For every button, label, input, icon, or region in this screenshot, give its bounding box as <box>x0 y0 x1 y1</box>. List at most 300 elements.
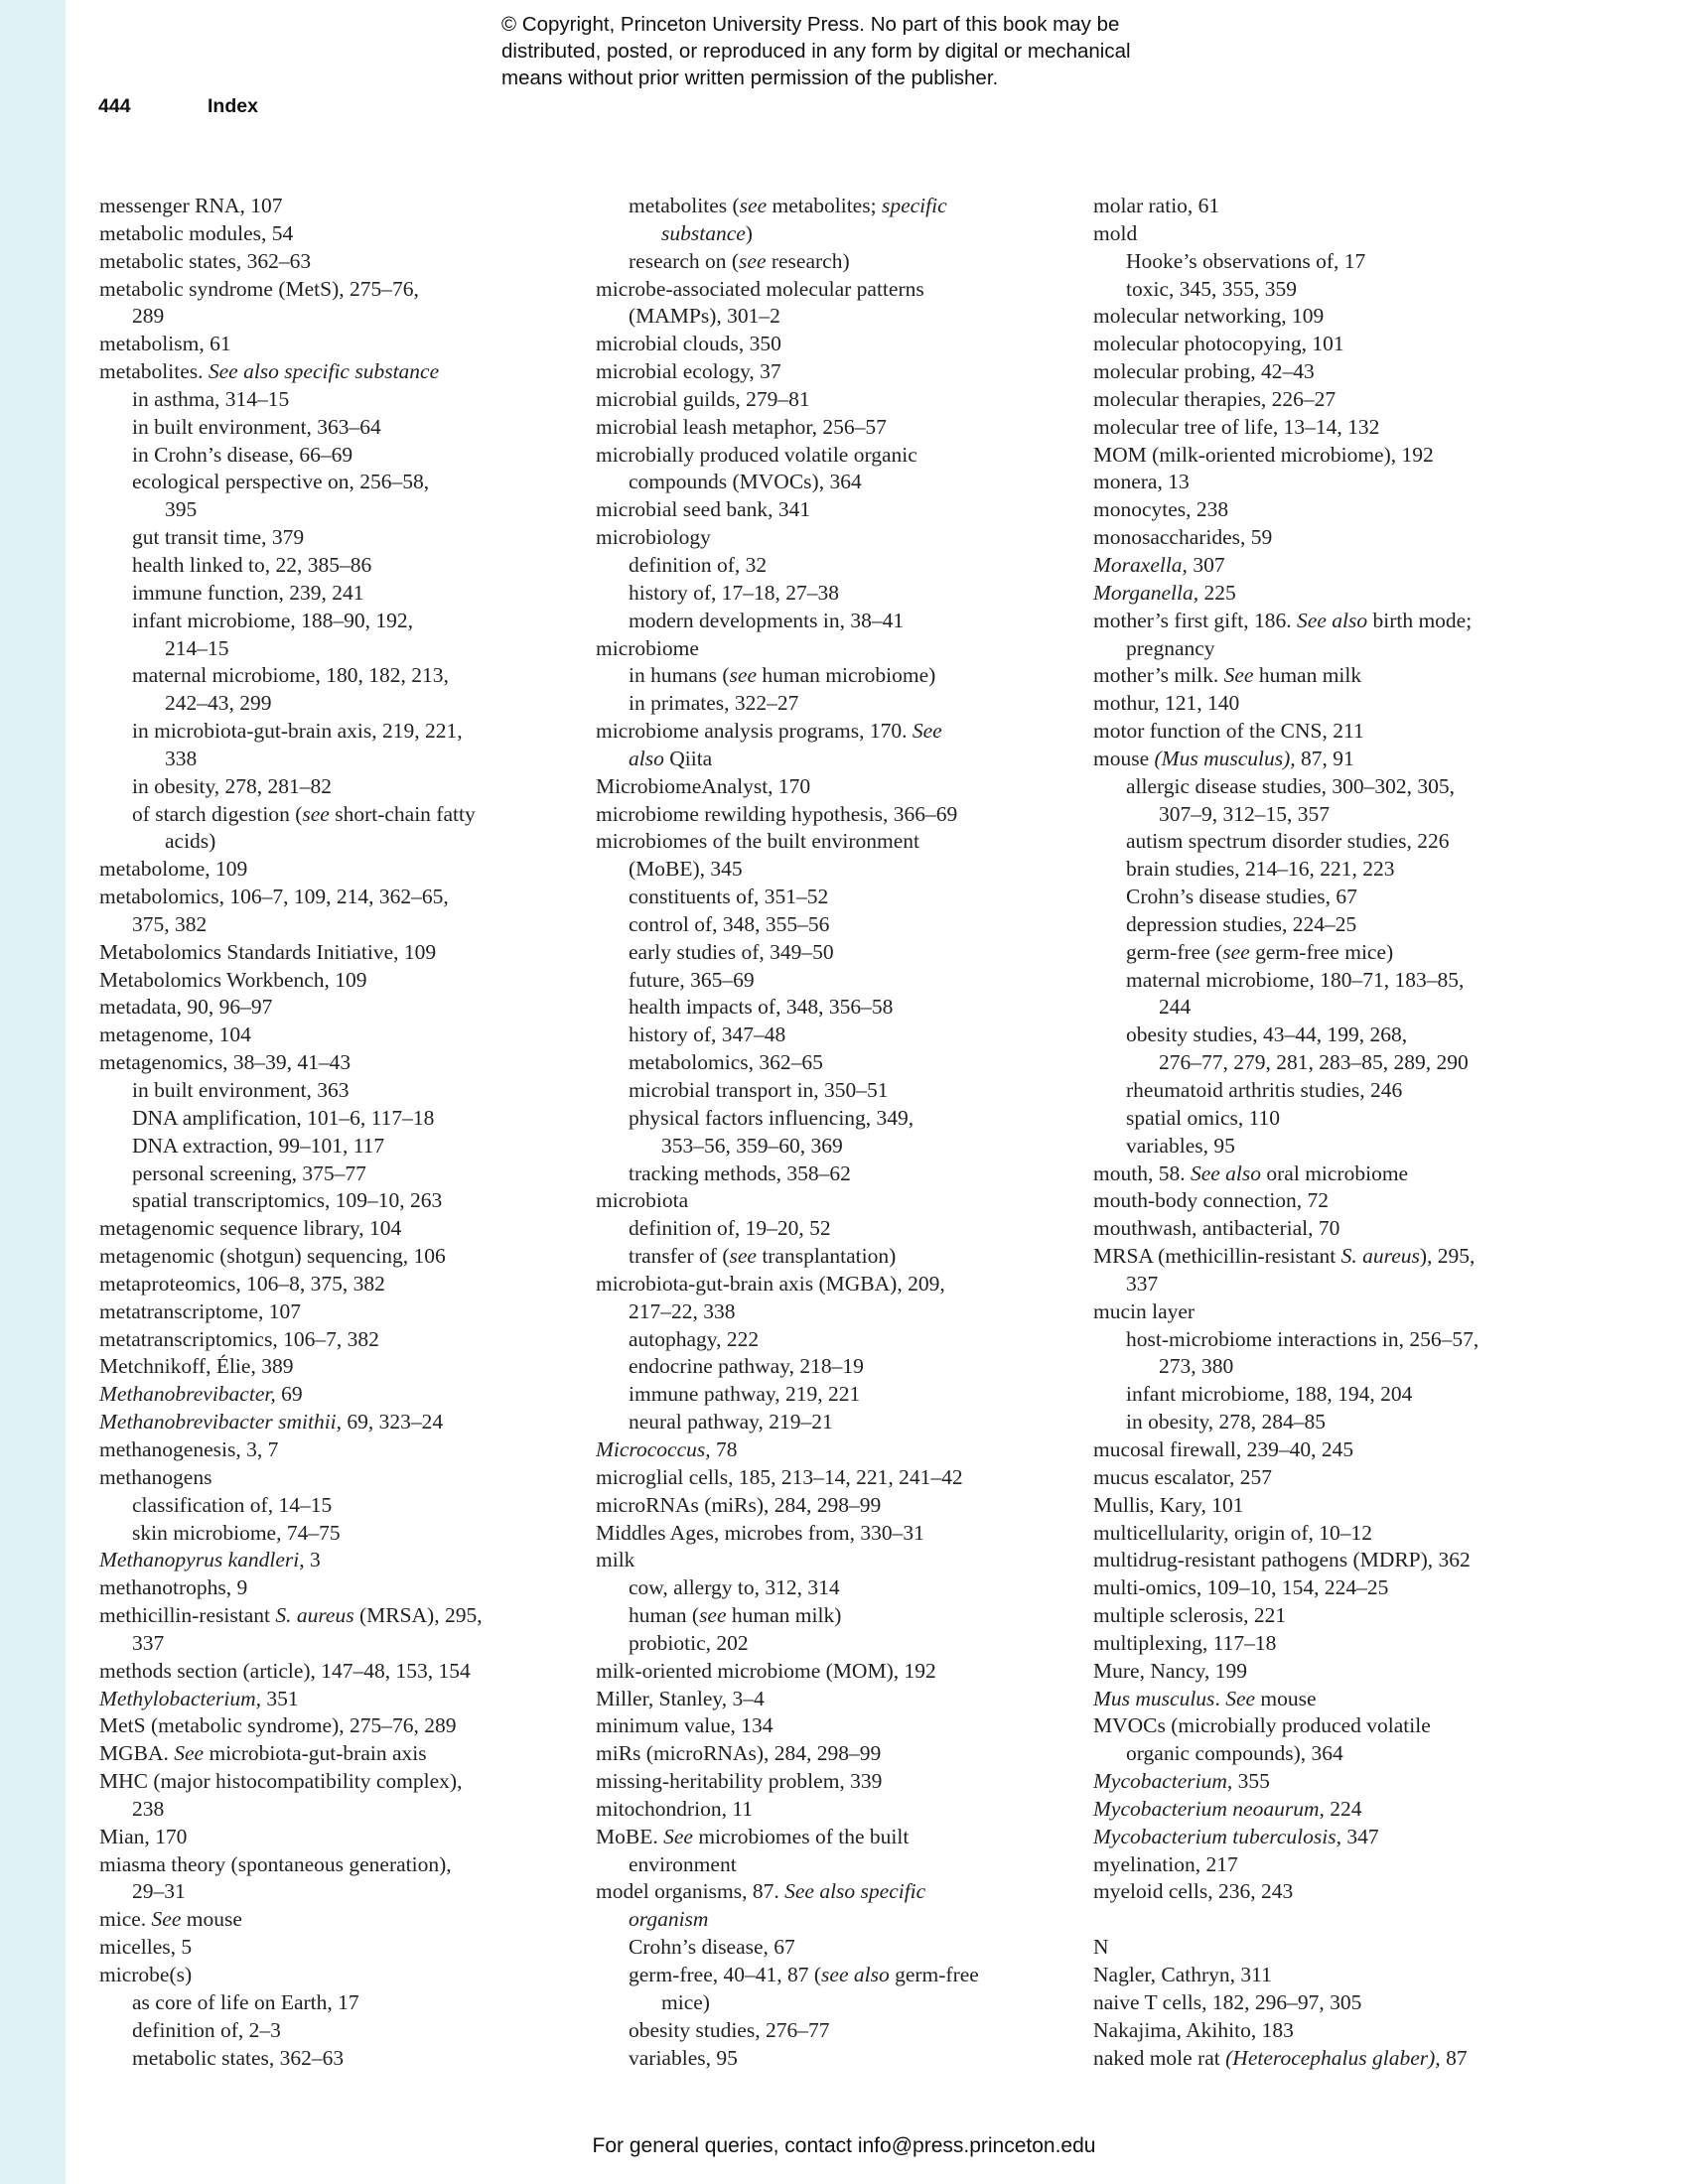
index-entry <box>596 1464 1033 1492</box>
index-entry-line: Nagler, Cathryn, 311 <box>1093 1963 1272 1986</box>
index-entry <box>99 967 566 995</box>
index-entry-line: minimum value, 134 <box>596 1713 774 1738</box>
index-entry-continuation: 238 <box>132 1796 165 1821</box>
index-entry <box>1093 2045 1560 2073</box>
index-entry-line: multiple sclerosis, 221 <box>1093 1603 1287 1628</box>
index-entry-continuation: 217–22, 338 <box>629 1298 736 1323</box>
index-entry-line: health linked to, 22, 385–86 <box>132 552 372 577</box>
index-entry-line: Metchnikoff, Élie, 389 <box>99 1354 294 1379</box>
index-subentry <box>1093 967 1560 1023</box>
index-entry-line: methanogens <box>99 1464 212 1489</box>
index-entry-line: variables, 95 <box>1126 1133 1235 1158</box>
index-entry <box>99 1436 566 1464</box>
index-entry-line: ecological perspective on, 256–58, <box>132 470 430 494</box>
index-entry-line: infant microbiome, 188, 194, 204 <box>1126 1382 1413 1407</box>
index-entry-line: metabolomics, 106–7, 109, 214, 362–65, <box>99 885 449 909</box>
index-subentry <box>596 1160 1033 1188</box>
index-subentry <box>596 1215 1033 1243</box>
index-entry-continuation: 273, 380 <box>1159 1354 1234 1379</box>
index-entry-line: microbial transport in, 350–51 <box>629 1078 889 1102</box>
index-entry-line: microbiota-gut-brain axis (MGBA), 209, <box>596 1271 945 1296</box>
index-entry-line: mucosal firewall, 239–40, 245 <box>1093 1436 1354 1461</box>
index-entry-line: Hooke’s observations of, 17 <box>1126 248 1366 273</box>
index-entry-line: microbial seed bank, 341 <box>596 497 811 522</box>
index-entry <box>1093 1989 1560 2017</box>
index-entry <box>1093 662 1560 690</box>
index-entry <box>1093 718 1560 746</box>
index-entry-line: naive T cells, 182, 296–97, 305 <box>1093 1989 1362 2014</box>
index-entry-line: depression studies, 224–25 <box>1126 911 1357 936</box>
index-entry-line: methods section (article), 147–48, 153, 154 <box>99 1658 471 1683</box>
index-subentry <box>1093 276 1560 304</box>
index-entry <box>1093 193 1560 220</box>
index-entry <box>99 1906 566 1934</box>
index-column-1 <box>99 193 566 2072</box>
index-entry-line: metadata, 90, 96–97 <box>99 995 273 1020</box>
index-subentry <box>99 1160 566 1188</box>
index-subentry <box>1093 248 1560 276</box>
index-entry <box>1093 386 1560 414</box>
index-entry-line: multiplexing, 117–18 <box>1093 1630 1277 1655</box>
index-section-gap <box>1093 1906 1560 1934</box>
index-entry-line: Micrococcus, 78 <box>596 1436 738 1461</box>
index-entry-line: personal screening, 375–77 <box>132 1160 366 1185</box>
index-subentry <box>596 193 1033 248</box>
index-subentry <box>1093 911 1560 939</box>
index-entry <box>596 718 1033 773</box>
index-entry-line: of starch digestion (see short-chain fatty <box>132 801 476 826</box>
index-entry <box>99 1712 566 1740</box>
index-subentry <box>99 469 566 524</box>
index-entry-line: in obesity, 278, 284–85 <box>1126 1410 1327 1434</box>
index-entry-line: in Crohn’s disease, 66–69 <box>132 442 353 467</box>
index-entry-line: Mycobacterium, 355 <box>1093 1769 1270 1794</box>
index-entry-line: definition of, 2–3 <box>132 2017 281 2042</box>
index-entry-line: host-microbiome interactions in, 256–57, <box>1126 1326 1479 1351</box>
index-entry <box>596 1796 1033 1824</box>
index-entry-line: variables, 95 <box>629 2045 738 2070</box>
index-entry-line: Methanopyrus kandleri, 3 <box>99 1548 321 1572</box>
index-entry <box>1093 1686 1560 1713</box>
index-subentry <box>596 994 1033 1022</box>
index-entry <box>99 1658 566 1686</box>
index-entry-line: metaproteomics, 106–8, 375, 382 <box>99 1271 385 1296</box>
index-subentry <box>99 414 566 442</box>
index-entry-line: in asthma, 314–15 <box>132 386 290 411</box>
index-entry <box>99 1934 566 1962</box>
index-entry-line: control of, 348, 355–56 <box>629 911 830 936</box>
index-subentry <box>1093 1326 1560 1382</box>
index-entry-line: MOM (milk-oriented microbiome), 192 <box>1093 442 1434 467</box>
index-entry-line: obesity studies, 276–77 <box>629 2017 830 2042</box>
index-subentry <box>99 580 566 608</box>
index-entry <box>1093 2017 1560 2045</box>
index-entry-line: microbial clouds, 350 <box>596 332 781 356</box>
index-entry-line: DNA amplification, 101–6, 117–18 <box>132 1105 435 1130</box>
index-entry-continuation: compounds (MVOCs), 364 <box>629 470 862 494</box>
index-column-3 <box>1093 193 1560 2072</box>
index-entry <box>99 1243 566 1271</box>
index-subentry <box>1093 884 1560 911</box>
index-entry-line: MRSA (methicillin-resistant S. aureus), 295, <box>1093 1244 1476 1269</box>
copyright-line: means without prior written permission of the publisher. <box>501 67 999 89</box>
index-entry <box>99 994 566 1022</box>
index-entry <box>99 276 566 332</box>
index-entry-line: naked mole rat (Heterocephalus glaber), 87 <box>1093 2045 1468 2070</box>
index-entry <box>99 856 566 884</box>
index-subentry <box>596 1962 1033 2017</box>
index-entry-line: mice. See mouse <box>99 1907 242 1932</box>
index-subentry <box>1093 1133 1560 1160</box>
index-entry-line: Methanobrevibacter, 69 <box>99 1382 303 1407</box>
index-entry <box>99 358 566 386</box>
index-entry-continuation: (MoBE), 345 <box>629 857 743 882</box>
index-entry-line: MetS (metabolic syndrome), 275–76, 289 <box>99 1713 457 1738</box>
index-entry <box>1093 1878 1560 1906</box>
index-entry-line: multidrug-resistant pathogens (MDRP), 362 <box>1093 1548 1471 1572</box>
index-subentry <box>596 1409 1033 1436</box>
index-entry-line: in humans (see human microbiome) <box>629 663 936 688</box>
index-entry-line: N <box>1093 1935 1109 1960</box>
index-entry-line: in microbiota-gut-brain axis, 219, 221, <box>132 719 463 744</box>
index-entry <box>596 1187 1033 1215</box>
index-entry <box>596 1686 1033 1713</box>
index-entry <box>1093 1602 1560 1630</box>
index-subentry <box>596 1326 1033 1354</box>
index-entry-line: microbiome <box>596 635 699 660</box>
index-entry <box>1093 552 1560 580</box>
index-entry-continuation: 276–77, 279, 281, 283–85, 289, 290 <box>1159 1050 1469 1075</box>
index-entry <box>1093 414 1560 442</box>
index-entry-line: metabolic states, 362–63 <box>99 248 312 273</box>
index-entry-line: Mullis, Kary, 101 <box>1093 1492 1244 1517</box>
index-entry <box>1093 442 1560 470</box>
index-entry-line: Nakajima, Akihito, 183 <box>1093 2017 1294 2042</box>
index-entry <box>1093 1520 1560 1548</box>
index-entry <box>596 1547 1033 1574</box>
index-entry-line: in built environment, 363–64 <box>132 414 381 439</box>
index-entry-line: microbe-associated molecular patterns <box>596 276 924 301</box>
running-head <box>98 95 258 118</box>
index-entry <box>99 1547 566 1574</box>
index-subentry <box>596 1934 1033 1962</box>
index-entry <box>1093 220 1560 248</box>
index-entry <box>1093 1464 1560 1492</box>
index-entry-line: molecular therapies, 226–27 <box>1093 386 1336 411</box>
index-subentry <box>596 662 1033 690</box>
index-entry-line: monera, 13 <box>1093 470 1190 494</box>
index-entry-line: messenger RNA, 107 <box>99 194 283 217</box>
index-subentry <box>99 386 566 414</box>
index-entry-line: germ-free (see germ-free mice) <box>1126 939 1394 964</box>
index-entry-line: metagenomic (shotgun) sequencing, 106 <box>99 1244 446 1269</box>
index-entry-line: early studies of, 349–50 <box>629 939 834 964</box>
index-entry <box>99 1768 566 1824</box>
index-subentry <box>596 967 1033 995</box>
index-entry <box>1093 1160 1560 1188</box>
index-entry-line: classification of, 14–15 <box>132 1492 333 1517</box>
index-subentry <box>99 608 566 663</box>
section-title: Index <box>208 95 258 117</box>
index-entry-line: metatranscriptomics, 106–7, 382 <box>99 1326 379 1351</box>
index-entry <box>99 1574 566 1602</box>
index-entry <box>1093 1547 1560 1574</box>
index-entry-line: mucin layer <box>1093 1298 1196 1323</box>
index-entry-line: Methylobacterium, 351 <box>99 1686 299 1710</box>
index-entry-line: definition of, 19–20, 52 <box>629 1216 831 1241</box>
index-entry-line: molecular tree of life, 13–14, 132 <box>1093 414 1380 439</box>
index-entry-line: MoBE. See microbiomes of the built <box>596 1824 910 1848</box>
index-entry-line: metabolic syndrome (MetS), 275–76, <box>99 276 419 301</box>
index-entry <box>1093 469 1560 496</box>
index-entry <box>1093 1436 1560 1464</box>
index-entry-line: monosaccharides, 59 <box>1093 525 1273 550</box>
index-entry <box>596 1712 1033 1740</box>
index-entry-line: mitochondrion, 11 <box>596 1796 754 1821</box>
index-entry-line: in primates, 322–27 <box>629 691 799 716</box>
index-entry-line: metabolic modules, 54 <box>99 220 294 245</box>
index-subentry <box>1093 1409 1560 1436</box>
index-entry-line: autophagy, 222 <box>629 1326 760 1351</box>
index-entry-line: cow, allergy to, 312, 314 <box>629 1575 840 1600</box>
index-entry <box>99 884 566 939</box>
index-entry-line: metabolites (see metabolites; specific <box>629 194 947 217</box>
index-subentry <box>1093 828 1560 856</box>
index-entry-line: transfer of (see transplantation) <box>629 1244 897 1269</box>
index-entry-continuation: mice) <box>661 1989 710 2014</box>
index-entry <box>1093 303 1560 331</box>
index-entry-line: mother’s milk. See human milk <box>1093 663 1362 688</box>
index-entry <box>1093 1574 1560 1602</box>
index-entry-line: constituents of, 351–52 <box>629 885 829 909</box>
index-entry-line: microbial guilds, 279–81 <box>596 386 810 411</box>
index-entry-line: molecular networking, 109 <box>1093 304 1325 329</box>
index-entry-line: microbiome analysis programs, 170. See <box>596 719 942 744</box>
index-entry-line: metatranscriptome, 107 <box>99 1298 301 1323</box>
index-subentry <box>1093 1022 1560 1077</box>
index-entry-line: rheumatoid arthritis studies, 246 <box>1126 1078 1403 1102</box>
index-entry <box>596 1768 1033 1796</box>
index-entry-continuation: 242–43, 299 <box>165 691 272 716</box>
index-entry-line: metabolome, 109 <box>99 857 248 882</box>
index-entry-continuation: 307–9, 312–15, 357 <box>1159 801 1330 826</box>
index-subentry <box>1093 1105 1560 1133</box>
index-entry <box>99 193 566 220</box>
index-entry-continuation: acids) <box>165 829 216 854</box>
index-entry-continuation: 375, 382 <box>132 911 208 936</box>
index-subentry <box>596 1381 1033 1409</box>
index-entry <box>99 1740 566 1768</box>
index-entry <box>99 248 566 276</box>
index-entry <box>99 1022 566 1049</box>
index-entry <box>1093 690 1560 718</box>
index-entry-continuation: substance) <box>661 220 753 245</box>
index-entry <box>1093 1492 1560 1520</box>
index-entry-line: mouse (Mus musculus), 87, 91 <box>1093 746 1354 770</box>
index-entry-line: Mus musculus. See mouse <box>1093 1686 1317 1710</box>
index-subentry <box>1093 1077 1560 1105</box>
index-entry-line: myelination, 217 <box>1093 1851 1238 1876</box>
index-entry-line: MHC (major histocompatibility complex), <box>99 1769 463 1794</box>
index-subentry <box>596 1602 1033 1630</box>
index-entry-line: immune function, 239, 241 <box>132 580 364 605</box>
index-entry-line: mold <box>1093 220 1138 245</box>
index-subentry <box>596 939 1033 967</box>
index-subentry <box>1093 856 1560 884</box>
index-entry-line: germ-free, 40–41, 87 (see also germ-free <box>629 1963 979 1986</box>
index-subentry <box>99 1989 566 2017</box>
index-entry <box>1093 1658 1560 1686</box>
index-entry <box>596 773 1033 801</box>
index-entry-line: in built environment, 363 <box>132 1078 350 1102</box>
index-entry <box>596 276 1033 332</box>
index-subentry <box>596 580 1033 608</box>
index-entry <box>596 1436 1033 1464</box>
index-entry-line: history of, 17–18, 27–38 <box>629 580 840 605</box>
index-entry <box>596 635 1033 663</box>
index-entry-line: multi-omics, 109–10, 154, 224–25 <box>1093 1575 1389 1600</box>
index-entry-line: Metabolomics Workbench, 109 <box>99 967 367 992</box>
index-entry-line: microbial ecology, 37 <box>596 359 781 384</box>
index-entry-line: mouth, 58. See also oral microbiome <box>1093 1160 1409 1185</box>
index-entry-continuation: (MAMPs), 301–2 <box>629 304 780 329</box>
index-entry <box>99 220 566 248</box>
index-entry <box>1093 1934 1560 1962</box>
index-entry-line: Metabolomics Standards Initiative, 109 <box>99 939 437 964</box>
index-entry-line: missing-heritability problem, 339 <box>596 1769 883 1794</box>
index-subentry <box>596 2017 1033 2045</box>
index-entry-line: Crohn’s disease, 67 <box>629 1935 795 1960</box>
index-entry-continuation: organic compounds), 364 <box>1126 1741 1343 1766</box>
index-entry <box>1093 524 1560 552</box>
index-subentry <box>1093 939 1560 967</box>
index-entry <box>1093 1187 1560 1215</box>
index-entry-line: microbiomes of the built environment <box>596 829 920 854</box>
index-entry-line: microbiota <box>596 1188 689 1213</box>
index-entry-line: immune pathway, 219, 221 <box>629 1382 861 1407</box>
index-subentry <box>99 2017 566 2045</box>
index-entry-line: MicrobiomeAnalyst, 170 <box>596 773 811 798</box>
index-entry <box>1093 1215 1560 1243</box>
index-entry-continuation: 214–15 <box>165 635 229 660</box>
index-entry-continuation: 395 <box>165 497 198 522</box>
index-entry-continuation: also Qiita <box>629 746 713 770</box>
index-entry-line: probiotic, 202 <box>629 1630 749 1655</box>
index-entry <box>99 1602 566 1658</box>
index-entry <box>596 358 1033 386</box>
index-entry-line: microbiome rewilding hypothesis, 366–69 <box>596 801 958 826</box>
index-entry-line: Methanobrevibacter smithii, 69, 323–24 <box>99 1410 444 1434</box>
index-subentry <box>596 1243 1033 1271</box>
index-subentry <box>596 1574 1033 1602</box>
index-entry-continuation: 289 <box>132 304 165 329</box>
page-margin-strip <box>0 0 66 2184</box>
index-entry-line: miasma theory (spontaneous generation), <box>99 1851 452 1876</box>
copyright-notice <box>501 11 1256 91</box>
index-subentry <box>99 442 566 470</box>
index-subentry <box>99 1520 566 1548</box>
index-subentry <box>99 1492 566 1520</box>
index-entry-line: Moraxella, 307 <box>1093 552 1225 577</box>
index-entry-line: mothur, 121, 140 <box>1093 691 1240 716</box>
index-entry <box>99 1381 566 1409</box>
index-entry-line: microbiology <box>596 525 711 550</box>
index-entry <box>1093 1851 1560 1879</box>
index-entry-line: Mian, 170 <box>99 1824 188 1848</box>
index-column-2 <box>596 193 1033 2072</box>
index-subentry <box>99 1187 566 1215</box>
index-subentry <box>596 2045 1033 2073</box>
index-entry <box>596 1740 1033 1768</box>
index-subentry <box>99 2045 566 2073</box>
index-subentry <box>596 1105 1033 1160</box>
index-entry-line: physical factors influencing, 349, <box>629 1105 914 1130</box>
index-subentry <box>1093 773 1560 829</box>
index-entry <box>1093 1243 1560 1298</box>
index-subentry <box>596 1353 1033 1381</box>
index-entry-line: mucus escalator, 257 <box>1093 1464 1273 1489</box>
index-entry <box>596 1492 1033 1520</box>
index-entry <box>596 524 1033 552</box>
index-entry <box>99 1464 566 1492</box>
index-entry-continuation: 353–56, 359–60, 369 <box>661 1133 843 1158</box>
index-entry-line: future, 365–69 <box>629 967 755 992</box>
index-entry-line: metabolites. See also specific substance <box>99 359 440 384</box>
index-entry-line: micelles, 5 <box>99 1935 193 1960</box>
index-entry <box>99 1326 566 1354</box>
index-entry <box>596 1658 1033 1686</box>
index-subentry <box>99 524 566 552</box>
index-entry-line: metabolic states, 362–63 <box>132 2045 345 2070</box>
index-entry <box>99 1353 566 1381</box>
index-entry-line: infant microbiome, 188–90, 192, <box>132 608 414 632</box>
index-entry-line: miRs (microRNAs), 284, 298–99 <box>596 1741 882 1766</box>
index-entry-line: skin microbiome, 74–75 <box>132 1520 341 1545</box>
index-entry <box>1093 580 1560 608</box>
index-entry-line: obesity studies, 43–44, 199, 268, <box>1126 1023 1408 1047</box>
index-entry-line: in obesity, 278, 281–82 <box>132 773 333 798</box>
index-entry-line: autism spectrum disorder studies, 226 <box>1126 829 1450 854</box>
index-entry <box>1093 496 1560 524</box>
index-subentry <box>596 1077 1033 1105</box>
index-entry-line: motor function of the CNS, 211 <box>1093 719 1364 744</box>
index-entry-line: mouthwash, antibacterial, 70 <box>1093 1216 1340 1241</box>
index-entry-line: metabolism, 61 <box>99 332 231 356</box>
index-entry-line: allergic disease studies, 300–302, 305, <box>1126 773 1456 798</box>
index-subentry <box>1093 1381 1560 1409</box>
index-entry <box>1093 1712 1560 1768</box>
index-entry-line: toxic, 345, 355, 359 <box>1126 276 1297 301</box>
index-entry <box>99 1049 566 1077</box>
index-entry-line: Mure, Nancy, 199 <box>1093 1658 1248 1683</box>
index-entry <box>596 1824 1033 1879</box>
index-entry <box>1093 608 1560 663</box>
index-entry-line: metagenomics, 38–39, 41–43 <box>99 1050 352 1075</box>
index-entry-line: brain studies, 214–16, 221, 223 <box>1126 857 1395 882</box>
index-entry <box>596 801 1033 829</box>
index-entry <box>99 1215 566 1243</box>
index-entry-line: Mycobacterium neoaurum, 224 <box>1093 1796 1362 1821</box>
index-entry <box>1093 1630 1560 1658</box>
index-entry <box>1093 1796 1560 1824</box>
index-entry <box>596 331 1033 358</box>
footer-contact: For general queries, contact info@press.princeton.edu <box>592 2134 1096 2157</box>
index-entry <box>596 414 1033 442</box>
index-entry <box>99 1686 566 1713</box>
index-entry <box>596 828 1033 884</box>
index-entry-line: MVOCs (microbially produced volatile <box>1093 1713 1431 1738</box>
index-entry-line: as core of life on Earth, 17 <box>132 1989 359 2014</box>
